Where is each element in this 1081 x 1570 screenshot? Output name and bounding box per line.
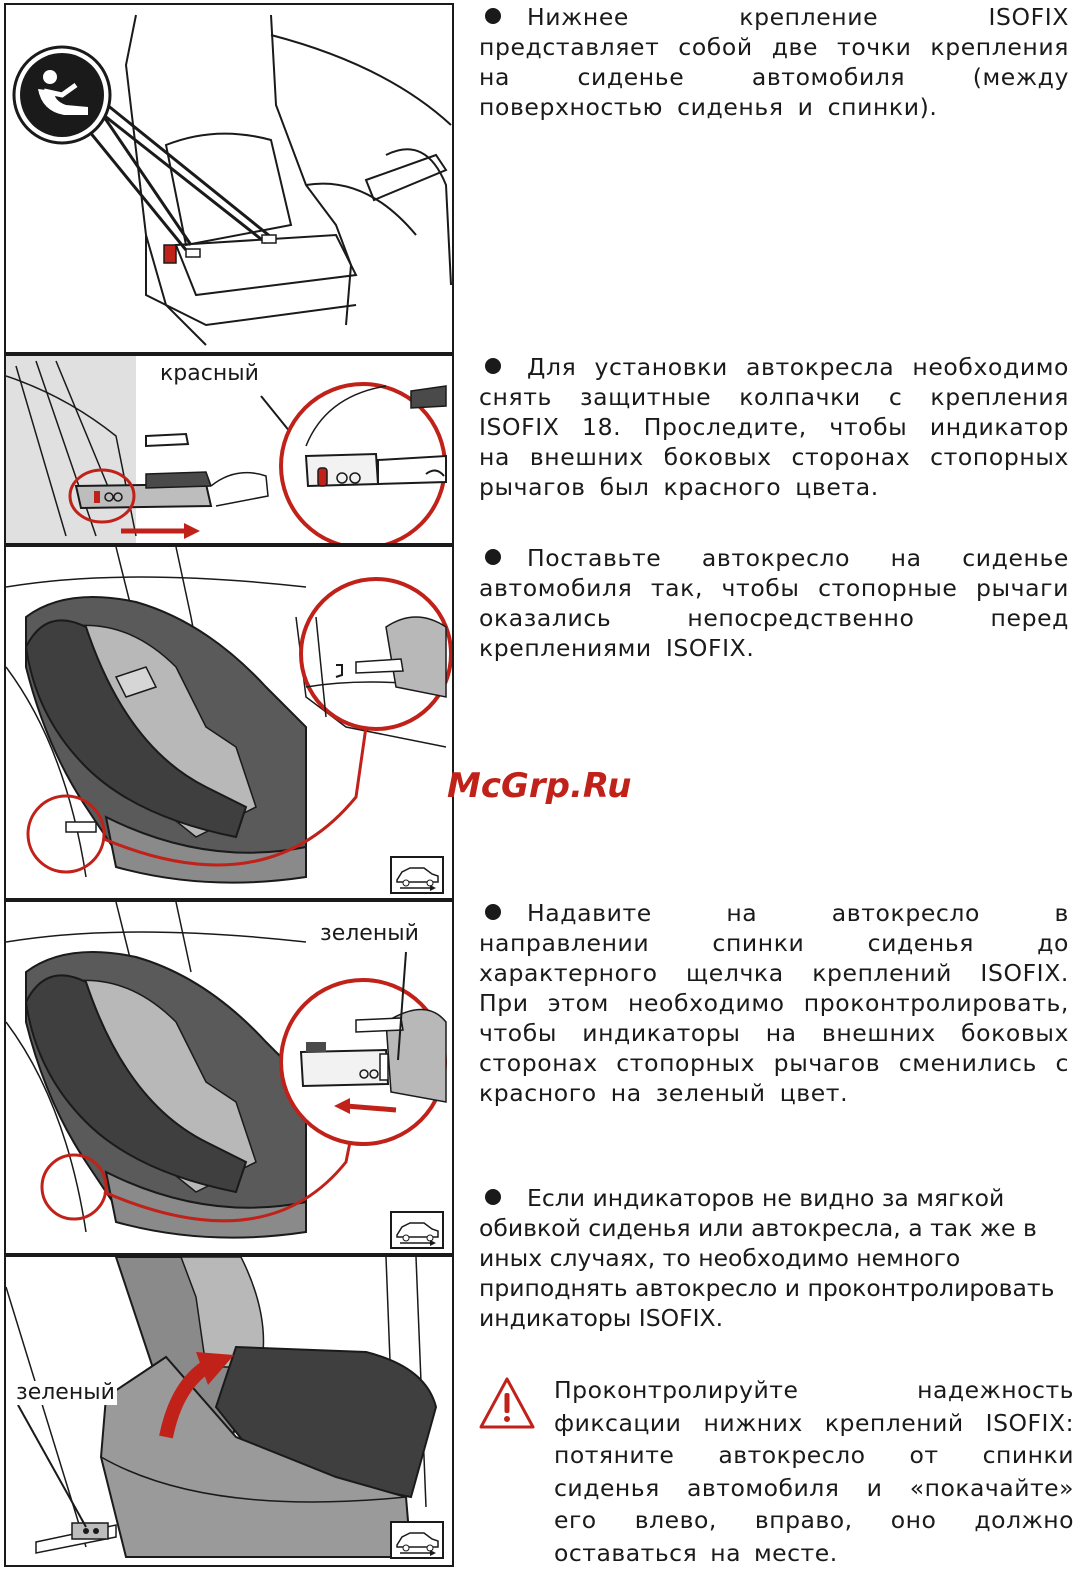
bullet-icon [485, 904, 501, 920]
push-arrow-icon [184, 523, 200, 539]
car-direction-icon [390, 1521, 444, 1559]
bullet-icon [485, 358, 501, 374]
car-seat-drawing [6, 5, 454, 354]
child-seat-push-drawing [6, 902, 454, 1255]
instruction-1-text: Нижнее крепление ISOFIX представляет собой две точки крепления на сиденье автомобиля (между поверхностью сиденья и спинки). [479, 3, 1069, 121]
instruction-3 [479, 543, 1069, 663]
illustration-push-seat [4, 900, 454, 1255]
instruction-4-text: Надавите на автокресло в направлении спинки сиденья до характерного щелчка креплений ISOFIX. При этом необходимо проконтролировать, чтобы индикаторы на внешних боковых сторонах стопорных рычагов сменились с красного на зеленый цвет. [479, 899, 1069, 1107]
illustration-isofix-anchors [4, 3, 454, 354]
isofix-child-seat-icon [14, 47, 110, 143]
illustration-place-seat [4, 545, 454, 900]
child-seat-drawing [6, 547, 454, 900]
label-red: красный [160, 361, 259, 386]
instruction-5-text: Если индикаторов не видно за мягкой обивкой сиденья или автокресла, а так же в иных случаях, то необходимо немного приподнять автокресло и проконтролировать индикаторы ISOFIX. [479, 1184, 1055, 1332]
instruction-2 [479, 352, 1069, 502]
instruction-5 [479, 1183, 1069, 1333]
instruction-1 [479, 2, 1069, 122]
instruction-4 [479, 898, 1069, 1108]
illustration-remove-caps [4, 354, 454, 545]
car-direction-icon [390, 1211, 444, 1249]
watermark: McGrp.Ru [447, 766, 632, 806]
bullet-icon [485, 549, 501, 565]
instruction-2-text: Для установки автокресла необходимо снять защитные колпачки с крепления ISOFIX 18. Проследите, чтобы индикатор на внешних боковых сторонах стопорных рычагов был красного цвета. [479, 353, 1069, 501]
instruction-3-text: Поставьте автокресло на сиденье автомобиля так, чтобы стопорные рычаги оказались непосредственно перед креплениями ISOFIX. [479, 544, 1069, 662]
warning-triangle-icon [478, 1376, 536, 1430]
child-seat-side-drawing [6, 1257, 454, 1567]
car-direction-icon [390, 856, 444, 894]
bullet-icon [485, 1189, 501, 1205]
bullet-icon [485, 8, 501, 24]
label-green-2: зеленый [16, 1380, 115, 1405]
label-green-1: зеленый [320, 921, 419, 946]
warning-text: Проконтролируйте надежность фиксации нижних креплений ISOFIX: потяните автокресло от спинки сиденья автомобиля и «покачайте» его влево, вправо, оно должно оставаться на месте. [554, 1376, 1074, 1567]
illustration-check-indicators [4, 1255, 454, 1567]
